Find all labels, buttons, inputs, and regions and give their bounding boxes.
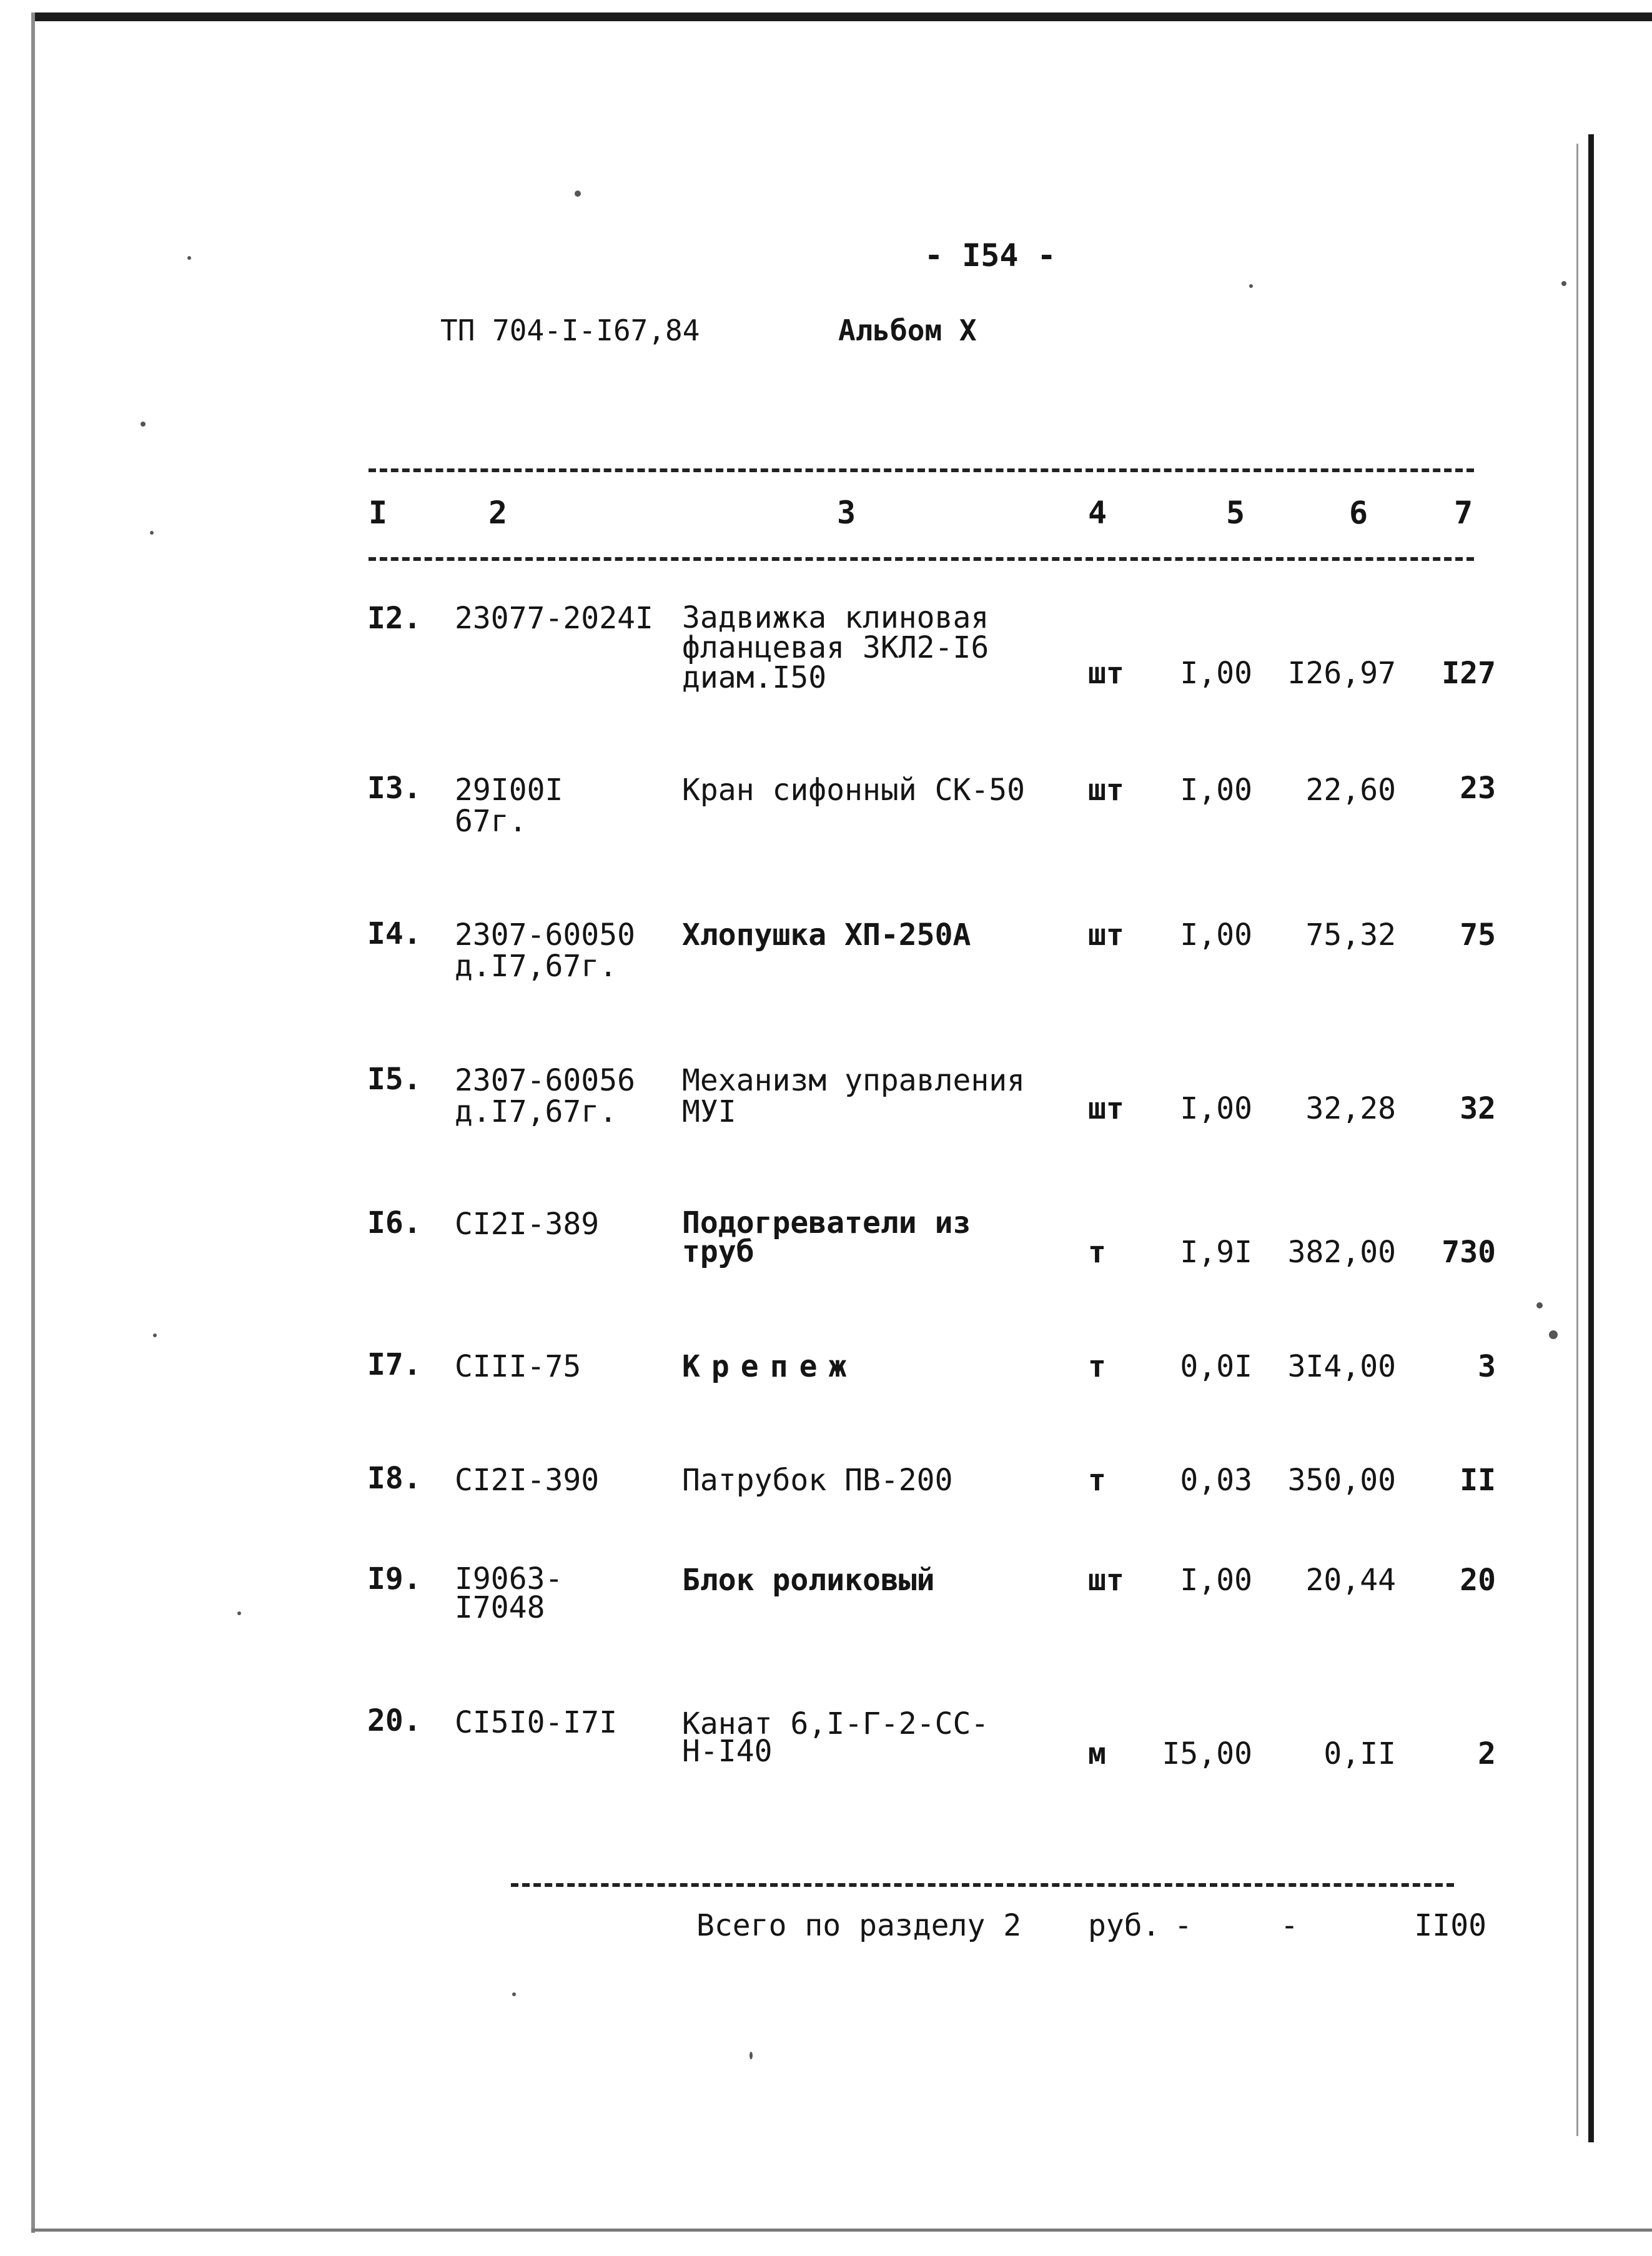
row-number: I2. (367, 601, 422, 636)
scan-speck (237, 1611, 241, 1615)
summary-quantity: - (1174, 1908, 1192, 1943)
row-total: 3 (1478, 1349, 1496, 1384)
row-name: Механизм управления МУI (682, 1063, 1026, 1129)
row-number: 20. (367, 1703, 422, 1738)
row-unit: м (1088, 1736, 1106, 1771)
scan-speck (1249, 284, 1253, 288)
summary-total: II00 (1414, 1908, 1486, 1943)
row-price: 0,II (1323, 1736, 1396, 1771)
scan-speck (153, 1333, 157, 1337)
row-quantity: I5,00 (1162, 1736, 1252, 1771)
row-code: СI2I-389 (455, 1207, 600, 1242)
row-number: I8. (367, 1461, 422, 1496)
page-number: - I54 - (924, 237, 1056, 274)
summary-rule (511, 1883, 1454, 1887)
row-quantity: I,00 (1180, 1091, 1252, 1126)
row-quantity: I,00 (1180, 773, 1252, 808)
scan-speck (512, 1992, 516, 1996)
row-number: I7. (367, 1347, 422, 1382)
scan-speck (141, 422, 146, 427)
header-bottom-rule (368, 557, 1474, 561)
column-header-3: 3 (837, 495, 856, 531)
row-price: 32,28 (1305, 1091, 1396, 1126)
row-unit: шт (1088, 773, 1124, 808)
row-number: I6. (367, 1205, 422, 1240)
row-number: I9. (367, 1561, 422, 1596)
row-total: 75 (1460, 918, 1496, 952)
bottom-border (31, 2229, 1652, 2232)
row-number: I4. (367, 916, 422, 951)
row-code: СI5I0-I7I (455, 1705, 618, 1740)
row-code: 2307-60050 д.I7,67г. (455, 918, 635, 984)
row-name: Задвижка клиновая фланцевая ЗКЛ2-I6 диам.I50 (682, 600, 989, 695)
scan-speck (749, 2052, 753, 2059)
scan-speck (150, 531, 154, 535)
scan-speck (187, 256, 191, 260)
scan-speck (575, 190, 581, 197)
column-header-5: 5 (1226, 495, 1245, 531)
top-border (31, 12, 1652, 21)
row-name: Крепеж (682, 1349, 858, 1384)
row-unit: т (1088, 1235, 1106, 1270)
row-code: 23077-2024I (455, 601, 653, 636)
header-top-rule (368, 468, 1474, 472)
row-code: I9063- I7048 (455, 1561, 563, 1625)
column-header-6: 6 (1349, 495, 1368, 531)
row-price: 3I4,00 (1287, 1349, 1396, 1384)
row-name: Блок роликовый (682, 1563, 935, 1598)
scan-speck (1561, 281, 1566, 286)
row-price: 22,60 (1305, 773, 1396, 808)
row-unit: т (1088, 1463, 1106, 1498)
row-name: Канат 6,I-Г-2-СС- Н-I40 (682, 1706, 989, 1769)
row-code: 2307-60056 д.I7,67г. (455, 1063, 635, 1129)
row-quantity: I,9I (1180, 1235, 1252, 1270)
row-code: СI2I-390 (455, 1463, 600, 1498)
scan-speck (1549, 1330, 1558, 1339)
row-price: 20,44 (1305, 1563, 1396, 1598)
row-number: I3. (367, 771, 422, 806)
summary-unit: руб. (1088, 1908, 1160, 1943)
row-price: I26,97 (1287, 656, 1396, 691)
row-quantity: 0,03 (1180, 1463, 1252, 1498)
row-unit: шт (1088, 918, 1124, 952)
row-price: 75,32 (1305, 918, 1396, 952)
row-total: 32 (1460, 1091, 1496, 1126)
document-code: ТП 704-I-I67,84 (440, 314, 700, 347)
row-unit: шт (1088, 1091, 1124, 1126)
row-unit: шт (1088, 656, 1124, 691)
row-number: I5. (367, 1062, 422, 1097)
row-total: 20 (1460, 1563, 1496, 1598)
row-unit: т (1088, 1349, 1106, 1384)
row-quantity: I,00 (1180, 918, 1252, 952)
row-name: Патрубок ПВ-200 (682, 1463, 953, 1498)
row-name: Хлопушка ХП-250А (682, 918, 971, 952)
row-total: 730 (1442, 1235, 1496, 1270)
row-code: 29I00I 67г. (455, 773, 563, 839)
row-price: 350,00 (1287, 1463, 1396, 1498)
column-header-1: I (368, 495, 388, 531)
album-label: Альбом X (838, 314, 977, 347)
row-total: 2 (1478, 1736, 1496, 1771)
scan-speck (1536, 1302, 1543, 1309)
summary-price: - (1280, 1908, 1298, 1943)
left-border (31, 12, 35, 2233)
right-border (1588, 134, 1594, 2142)
summary-label: Всего по разделу 2 (696, 1908, 1022, 1943)
column-header-2: 2 (488, 495, 508, 531)
row-price: 382,00 (1287, 1235, 1396, 1270)
right-border-inner (1576, 144, 1578, 2136)
column-header-7: 7 (1454, 495, 1473, 531)
row-quantity: 0,0I (1180, 1349, 1252, 1384)
row-unit: шт (1088, 1563, 1124, 1598)
column-header-4: 4 (1088, 495, 1107, 531)
row-name: Подогреватели из труб (682, 1205, 971, 1269)
row-total: II (1460, 1463, 1496, 1498)
row-name: Кран сифонный СК-50 (682, 773, 1026, 808)
row-code: СIII-75 (455, 1349, 581, 1384)
row-total: 23 (1460, 771, 1496, 806)
row-quantity: I,00 (1180, 656, 1252, 691)
row-quantity: I,00 (1180, 1563, 1252, 1598)
row-total: I27 (1442, 656, 1496, 691)
